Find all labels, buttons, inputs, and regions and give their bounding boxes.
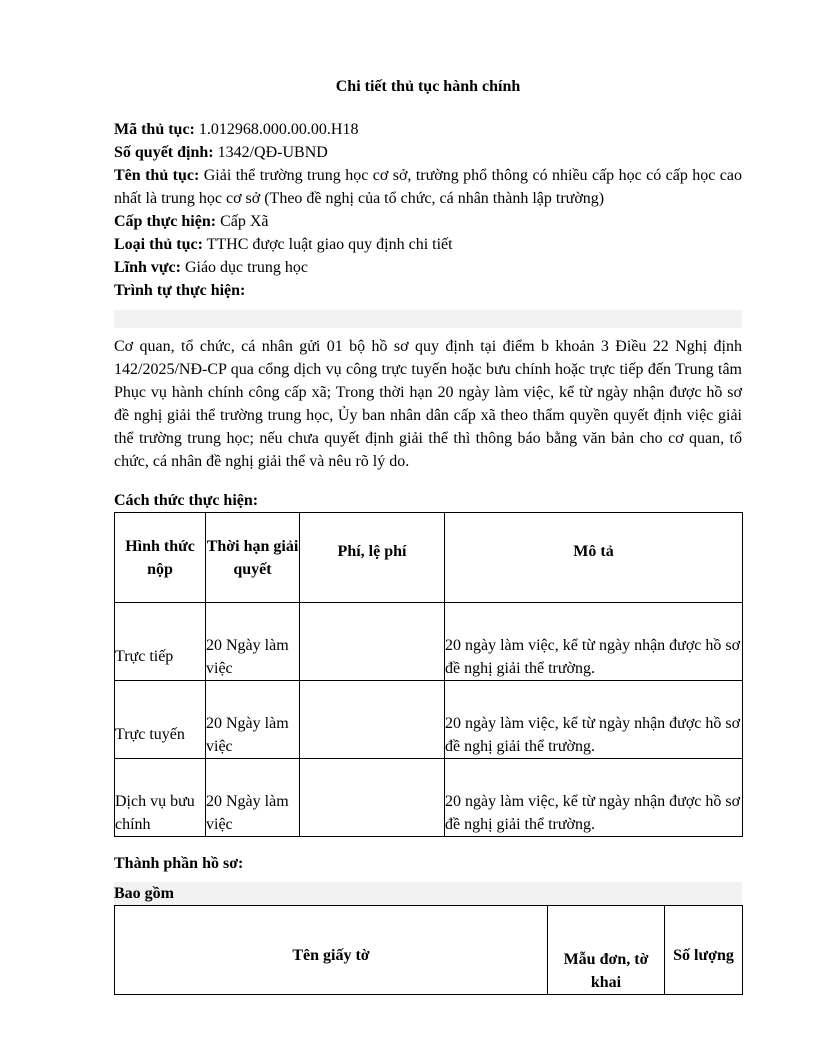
document-page: [114, 75, 742, 995]
field-value: Cấp Xã: [220, 213, 269, 230]
table-cell: [115, 681, 206, 759]
table-cell: [300, 759, 445, 837]
methods-table: [114, 512, 743, 837]
field-so-quyet-dinh: [114, 141, 742, 164]
header-cell: Hình thức nộp: [115, 513, 206, 603]
header-cell: Số lượng: [665, 906, 743, 995]
field-value: TTHC được luật giao quy định chi tiết: [206, 236, 453, 253]
methods-label: Cách thức thực hiện:: [114, 492, 259, 509]
field-loai-thu-tuc: [114, 233, 742, 256]
field-value: Giáo dục trung học: [184, 259, 309, 276]
table-header-row: [115, 513, 743, 603]
table-cell: [115, 759, 206, 837]
table-cell: [206, 681, 300, 759]
table-cell: [445, 603, 743, 681]
header-cell: Tên giấy tờ: [115, 906, 548, 995]
field-label: Mã thủ tục:: [114, 121, 195, 138]
table-header-row: [115, 906, 743, 995]
components-label: Thành phần hồ sơ:: [114, 855, 244, 872]
field-label: Số quyết định:: [114, 144, 214, 161]
field-linh-vuc: [114, 256, 742, 279]
cell-text: 20 Ngày làm việc: [206, 637, 289, 677]
table-row: [115, 603, 743, 681]
table-cell: [115, 603, 206, 681]
table-cell: [300, 681, 445, 759]
field-value: Giải thể trường trung học cơ sở, trường phổ thông có nhiều cấp học có cấp học cao nhất là trung học cơ sở (Theo đề nghị của tổ chức, cá nhân thành lập trường): [114, 167, 743, 207]
table-cell: [206, 759, 300, 837]
shaded-divider: [114, 310, 742, 328]
components-table: [114, 905, 743, 995]
cell-text: 20 Ngày làm việc: [206, 715, 289, 755]
field-value: 1342/QĐ-UBND: [217, 144, 328, 161]
field-label: Cấp thực hiện:: [114, 213, 217, 230]
cell-text: Trực tuyến: [115, 726, 185, 743]
procedure-text: Cơ quan, tổ chức, cá nhân gửi 01 bộ hồ sơ quy định tại điểm b khoản 3 Điều 22 Nghị định 142/2025/NĐ-CP qua cổng dịch vụ công trực tuyến hoặc bưu chính hoặc trực tiếp đến Trung tâm Phục vụ hành chính công cấp xã; Trong thời hạn 20 ngày làm việc, kể từ ngày nhận được hồ sơ đề nghị giải thể trường trung học, Ủy ban nhân dân cấp xã theo thẩm quyền quyết định việc giải thể trường trung học; nếu chưa quyết định giải thể thì thông báo bằng văn bản cho cơ quan, tổ chức, cá nhân đề nghị giải thể và nêu rõ lý do.: [114, 338, 742, 470]
header-cell: Mẫu đơn, tờ khai: [548, 906, 665, 995]
field-label: Lĩnh vực:: [114, 259, 181, 276]
page-title: Chi tiết thủ tục hành chính: [335, 78, 521, 95]
cell-text: Trực tiếp: [115, 648, 174, 665]
table-row: [115, 681, 743, 759]
header-cell: Thời hạn giải quyết: [206, 513, 300, 603]
cell-text: 20 Ngày làm việc: [206, 793, 289, 833]
field-ten-thu-tuc: [114, 164, 742, 210]
field-cap-thuc-hien: [114, 210, 742, 233]
cell-text: 20 ngày làm việc, kể từ ngày nhận được hồ sơ đề nghị giải thể trường.: [445, 793, 741, 833]
field-label: Tên thủ tục:: [114, 167, 200, 184]
includes-label: Bao gồm: [114, 882, 742, 905]
header-cell: Mô tả: [445, 513, 743, 603]
cell-text: 20 ngày làm việc, kể từ ngày nhận được hồ sơ đề nghị giải thể trường.: [445, 637, 741, 677]
table-cell: [445, 759, 743, 837]
table-cell: [206, 603, 300, 681]
table-cell: [445, 681, 743, 759]
table-cell: [300, 603, 445, 681]
cell-text: 20 ngày làm việc, kể từ ngày nhận được hồ sơ đề nghị giải thể trường.: [445, 715, 741, 755]
field-ma-thu-tuc: [114, 118, 742, 141]
procedure-label: [114, 279, 742, 302]
field-label: Loại thủ tục:: [114, 236, 203, 253]
table-row: [115, 759, 743, 837]
field-value: 1.012968.000.00.00.H18: [198, 121, 359, 138]
cell-text: Dịch vụ bưu chính: [115, 793, 195, 833]
header-cell: Phí, lệ phí: [300, 513, 445, 603]
procedure-label-text: Trình tự thực hiện:: [114, 282, 246, 299]
